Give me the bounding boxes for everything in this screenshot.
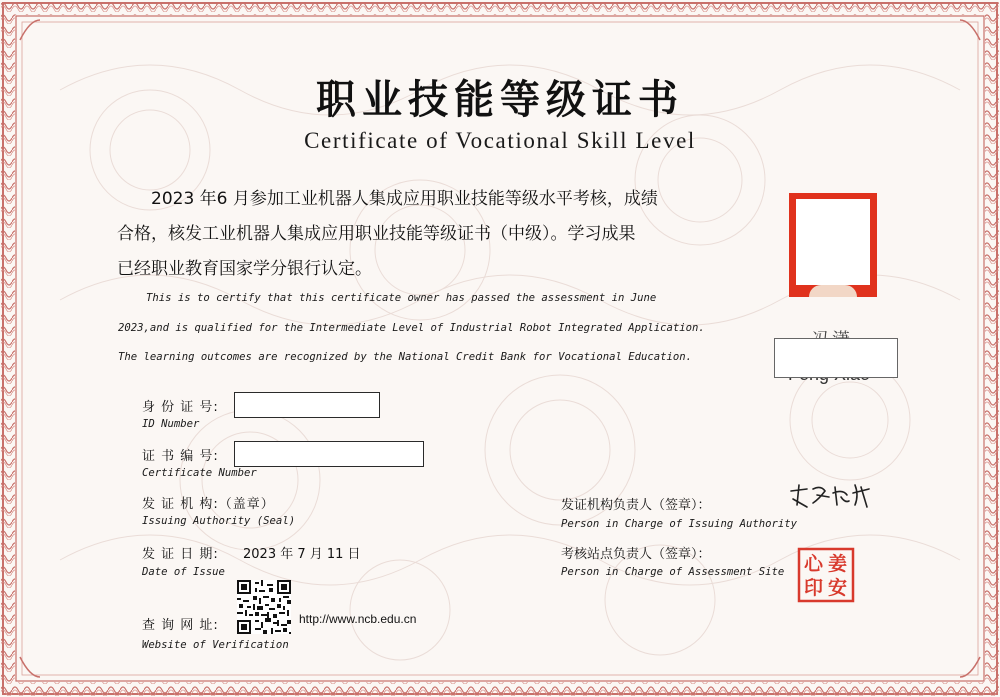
- date-of-issue-label-en: Date of Issue: [142, 566, 225, 578]
- qr-code-icon: [237, 580, 291, 634]
- date-of-issue-value: 2023 年 7 月 11 日: [243, 547, 361, 562]
- site-person-label-en: Person in Charge of Assessment Site: [561, 566, 785, 578]
- website-label: 查 询 网 址:: [142, 618, 219, 633]
- certificate-number-label: 证 书 编 号:: [142, 449, 219, 464]
- body-en-line: 2023,and is qualified for the Intermediate Level of Industrial Robot Integrated Application.: [118, 321, 705, 334]
- site-person-label: 考核站点负责人（签章）：: [561, 547, 711, 562]
- certificate-subtitle: Certificate of Vocational Skill Level: [304, 128, 696, 153]
- verification-url: http://www.ncb.edu.cn: [299, 612, 417, 626]
- body-text-chinese: [117, 182, 757, 287]
- body-cn-line: 2023 年6 月参加工业机器人集成应用职业技能等级水平考核，成绩: [151, 189, 658, 209]
- certificate-number-label-en: Certificate Number: [142, 467, 257, 479]
- svg-text:印: 印: [804, 577, 824, 599]
- issuer-person-label: 发证机构负责人（签章）：: [561, 498, 711, 513]
- signature-image: [785, 477, 875, 513]
- id-number-redaction-box: [234, 392, 380, 418]
- body-text-english: [118, 284, 758, 373]
- svg-text:安: 安: [828, 577, 848, 599]
- holder-name-cn: [812, 326, 852, 338]
- date-of-issue-label: 发 证 日 期:: [142, 547, 219, 562]
- name-redaction-box: [774, 338, 898, 378]
- id-number-label-en: ID Number: [142, 418, 200, 430]
- id-number-label: 身 份 证 号:: [142, 400, 219, 415]
- body-en-line: This is to certify that this certificate owner has passed the assessment in June: [146, 292, 657, 304]
- issuing-authority-label-en: Issuing Authority (Seal): [142, 515, 296, 527]
- seal-stamp: [797, 547, 855, 603]
- svg-text:姜: 姜: [828, 553, 848, 575]
- photo-face-fragment: [809, 285, 857, 297]
- certificate-number-redaction-box: [234, 441, 424, 467]
- website-label-en: Website of Verification: [142, 639, 289, 651]
- certificate-title: 职业技能等级证书: [316, 77, 684, 123]
- body-en-line: The learning outcomes are recognized by the National Credit Bank for Vocational Education.: [118, 351, 693, 363]
- body-cn-line: 已经职业教育国家学分银行认定。: [117, 259, 372, 279]
- holder-photo: [789, 193, 877, 297]
- issuer-person-label-en: Person in Charge of Issuing Authority: [561, 518, 797, 530]
- body-cn-line: 合格，核发工业机器人集成应用职业技能等级证书（中级）。学习成果: [117, 224, 636, 244]
- issuing-authority-label: 发 证 机 构:（盖章）: [142, 497, 275, 512]
- photo-redaction: [796, 199, 870, 285]
- svg-text:心: 心: [804, 553, 824, 575]
